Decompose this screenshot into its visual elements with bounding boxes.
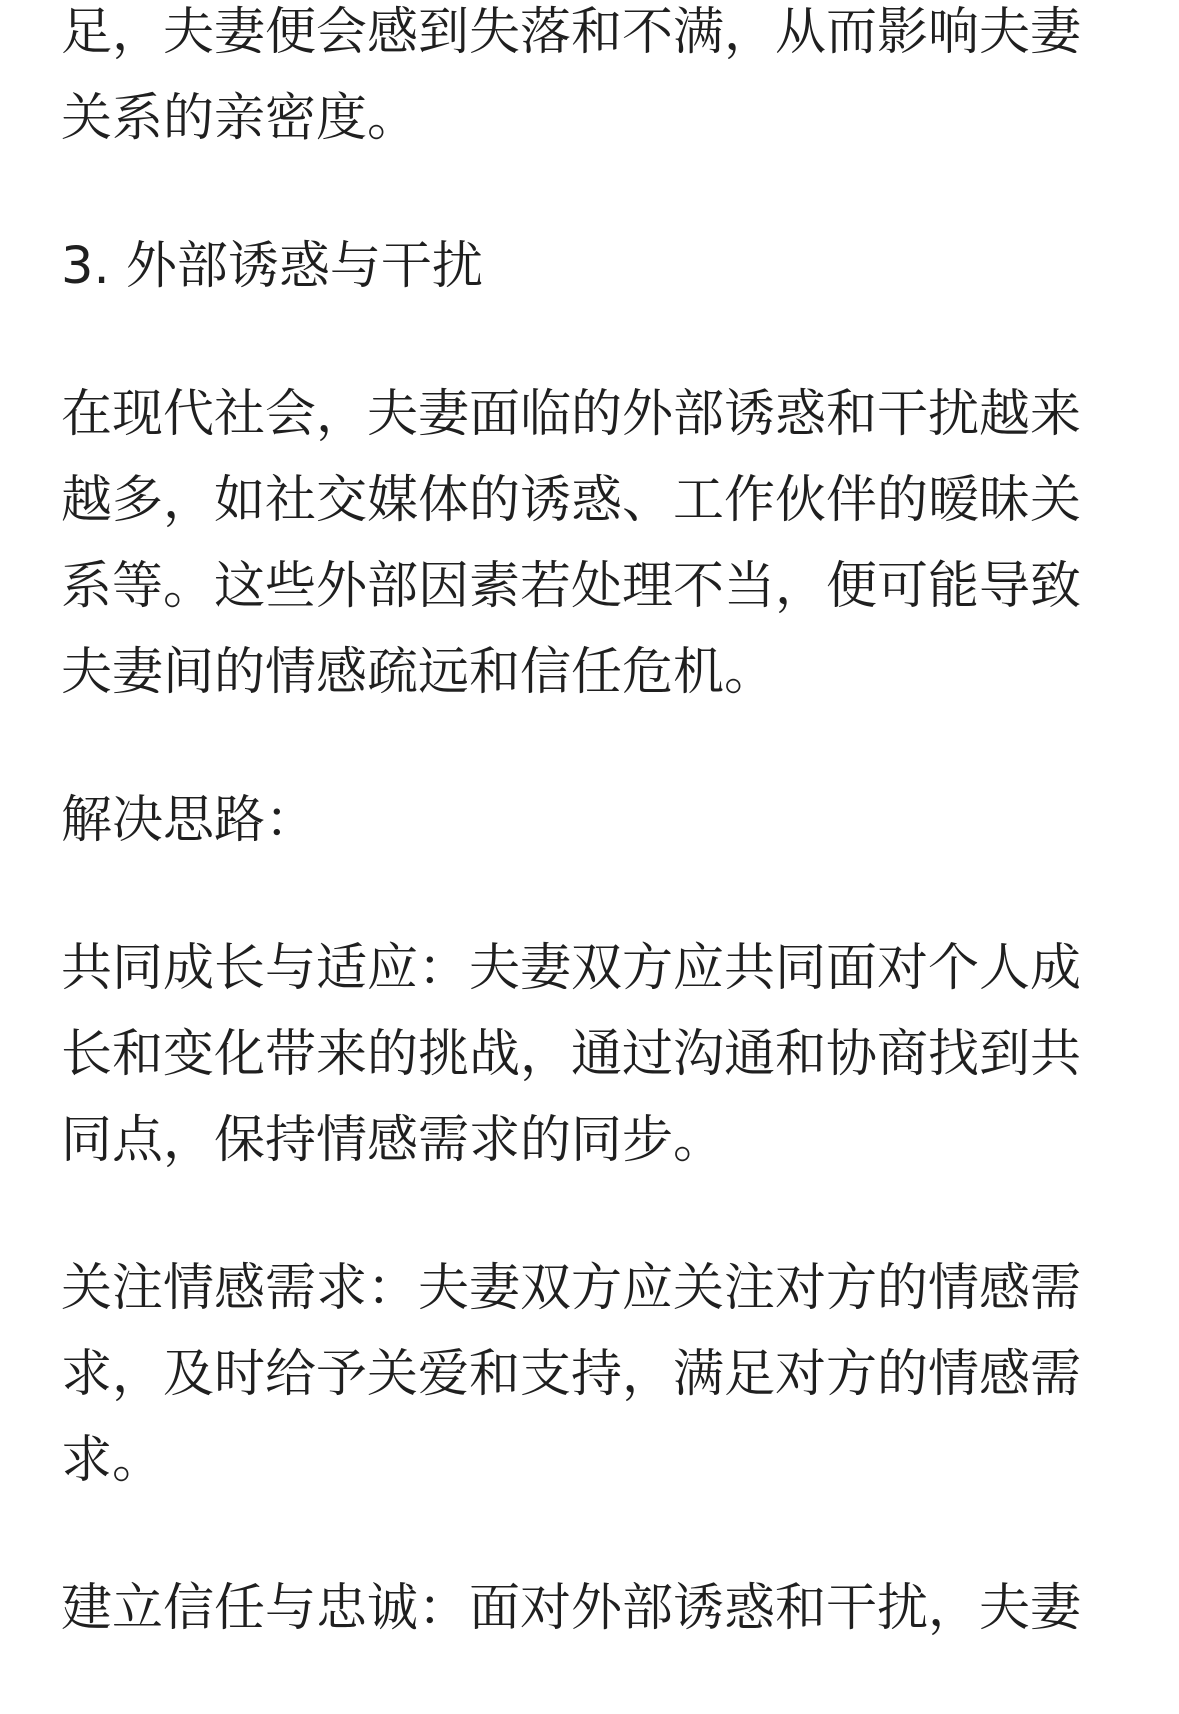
text-line: 系等。这些外部因素若处理不当，便可能导致 xyxy=(61,557,1082,616)
paragraph-emotional-needs xyxy=(61,1246,1121,1504)
heading-text: 3. 外部诱惑与干扰 xyxy=(61,237,483,296)
text-line: 长和变化带来的挑战，通过沟通和协商找到共 xyxy=(61,1025,1082,1084)
paragraph-external-temptation xyxy=(61,372,1121,716)
paragraph-intimacy xyxy=(61,0,1121,162)
paragraph-trust-loyalty xyxy=(61,1566,1121,1652)
label-text: 解决思路： xyxy=(61,791,317,850)
text-line: 共同成长与适应：夫妻双方应共同面对个人成 xyxy=(61,939,1082,998)
section-heading-external-temptation xyxy=(61,224,1121,310)
text-line: 建立信任与忠诚：面对外部诱惑和干扰，夫妻 xyxy=(61,1579,1082,1638)
text-line: 夫妻间的情感疏远和信任危机。 xyxy=(61,643,776,702)
text-line: 关注情感需求：夫妻双方应关注对方的情感需 xyxy=(61,1259,1082,1318)
article-body xyxy=(61,0,1121,1714)
paragraph-grow-together xyxy=(61,926,1121,1184)
text-line: 求，及时给予关爱和支持，满足对方的情感需 xyxy=(61,1345,1082,1404)
text-line: 求。 xyxy=(61,1431,164,1490)
text-line: 同点，保持情感需求的同步。 xyxy=(61,1111,725,1170)
solutions-label xyxy=(61,778,1121,864)
text-line: 足，夫妻便会感到失落和不满，从而影响夫妻 xyxy=(61,3,1082,62)
text-line: 越多，如社交媒体的诱惑、工作伙伴的暧昧关 xyxy=(61,471,1082,530)
text-line: 关系的亲密度。 xyxy=(61,89,419,148)
text-line: 在现代社会，夫妻面临的外部诱惑和干扰越来 xyxy=(61,385,1082,444)
